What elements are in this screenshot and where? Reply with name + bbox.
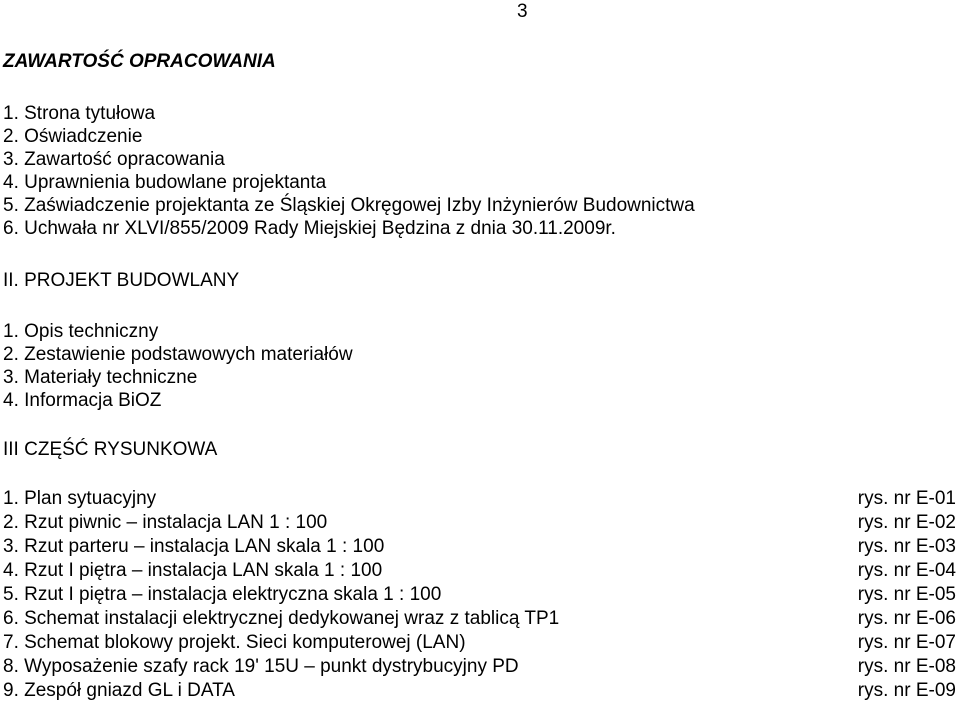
drawing-label: 2. Rzut piwnic – instalacja LAN 1 : 100 [3, 512, 328, 533]
drawing-row [3, 511, 956, 535]
section-heading-drawings: III CZĘŚĆ RYSUNKOWA [3, 439, 218, 460]
project-list [3, 320, 353, 412]
list-item: 4. Uprawnienia budowlane projektanta [3, 172, 327, 193]
drawing-ref: rys. nr E-06 [857, 608, 956, 629]
list-item: 5. Zaświadczenie projektanta ze Śląskiej Okręgowej Izby Inżynierów Budownictwa [3, 195, 695, 216]
drawing-row [3, 631, 956, 655]
list-item: 3. Zawartość opracowania [3, 149, 225, 170]
drawing-ref: rys. nr E-03 [857, 536, 956, 557]
list-item: 1. Opis techniczny [3, 321, 159, 342]
list-item: 4. Informacja BiOZ [3, 390, 162, 411]
drawing-row [3, 679, 956, 703]
list-item: 6. Uchwała nr XLVI/855/2009 Rady Miejskiej Będzina z dnia 30.11.2009r. [3, 218, 616, 239]
drawing-row [3, 583, 956, 607]
contents-list [3, 102, 695, 240]
drawing-ref: rys. nr E-02 [857, 512, 956, 533]
drawing-row [3, 487, 956, 511]
drawing-ref: rys. nr E-07 [857, 632, 956, 653]
list-item: 1. Strona tytułowa [3, 103, 156, 124]
drawing-label: 9. Zespół gniazd GL i DATA [3, 680, 235, 701]
list-item: 2. Zestawienie podstawowych materiałów [3, 344, 353, 365]
drawing-ref: rys. nr E-01 [857, 488, 956, 509]
drawing-ref: rys. nr E-04 [857, 560, 956, 581]
page-number: 3 [517, 1, 528, 22]
drawing-label: 3. Rzut parteru – instalacja LAN skala 1 : 100 [3, 536, 385, 557]
drawing-row [3, 655, 956, 679]
drawing-label: 6. Schemat instalacji elektrycznej dedykowanej wraz z tablicą TP1 [3, 608, 560, 629]
list-item: 2. Oświadczenie [3, 126, 143, 147]
section-heading-project: II. PROJEKT BUDOWLANY [3, 270, 240, 291]
drawing-label: 1. Plan sytuacyjny [3, 488, 157, 509]
drawings-list [3, 487, 956, 703]
drawing-label: 4. Rzut I piętra – instalacja LAN skala 1 : 100 [3, 560, 383, 581]
drawing-row [3, 607, 956, 631]
drawing-label: 7. Schemat blokowy projekt. Sieci komputerowej (LAN) [3, 632, 466, 653]
drawing-label: 5. Rzut I piętra – instalacja elektryczna skala 1 : 100 [3, 584, 442, 605]
drawing-label: 8. Wyposażenie szafy rack 19' 15U – punkt dystrybucyjny PD [3, 656, 519, 677]
document-title: ZAWARTOŚĆ OPRACOWANIA [3, 51, 276, 72]
drawing-ref: rys. nr E-09 [857, 680, 956, 701]
drawing-row [3, 535, 956, 559]
drawing-row [3, 559, 956, 583]
drawing-ref: rys. nr E-08 [857, 656, 956, 677]
list-item: 3. Materiały techniczne [3, 367, 198, 388]
drawing-ref: rys. nr E-05 [857, 584, 956, 605]
